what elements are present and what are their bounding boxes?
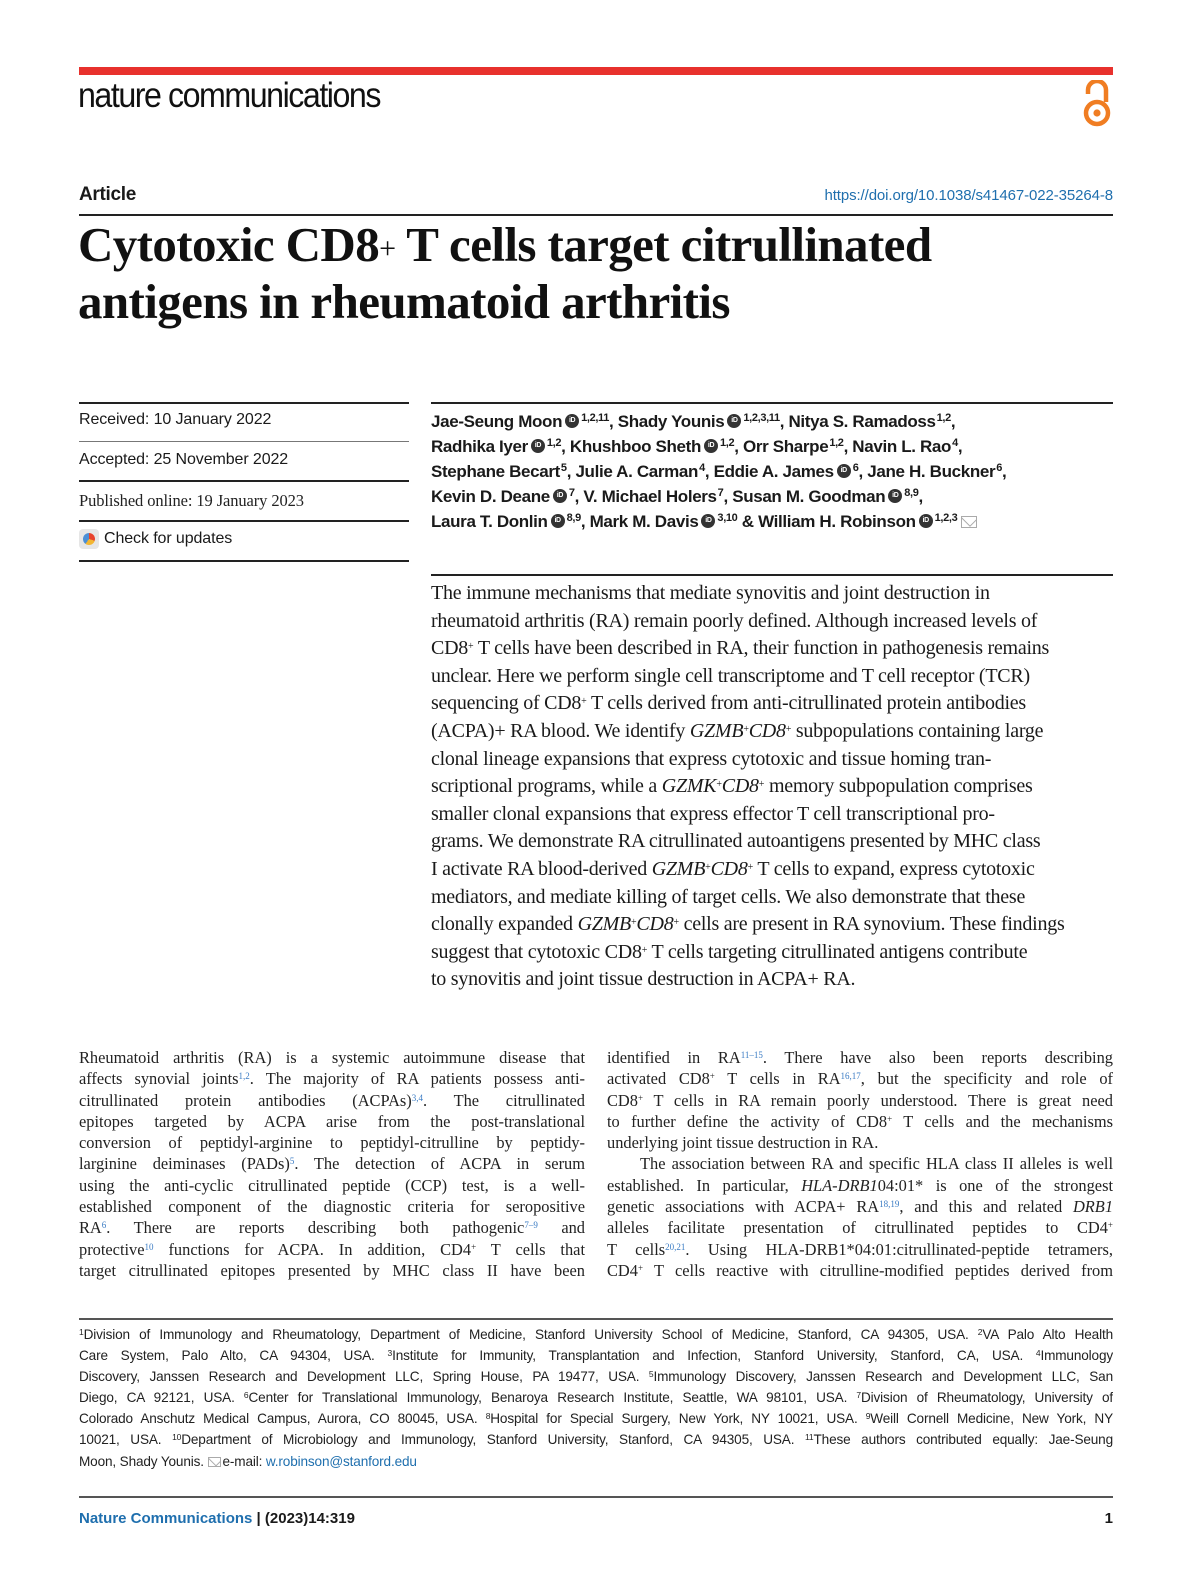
italic-text: CD8 [636, 913, 674, 936]
abstract-divider [431, 574, 1113, 576]
text-line [607, 1068, 1113, 1089]
footnote-divider [79, 1318, 1113, 1320]
text: underlying joint tissue destruction in RA. [607, 1133, 879, 1153]
citation-superscript: + [673, 917, 679, 929]
text: T cells and the mechanisms [892, 1111, 1113, 1131]
citation-superscript: 8,9 [566, 512, 581, 524]
text: , Mark M. Davis [580, 512, 699, 531]
text: Institute for Immunity, Transplantation and Infection, Stanford University, Stanford, CA, USA. [392, 1348, 1036, 1364]
text-line [79, 1068, 585, 1089]
text-line [431, 746, 1113, 774]
text: Stephane Becart [431, 462, 560, 481]
body-column-right [607, 1047, 1113, 1281]
footer-citation [79, 1510, 355, 1527]
text-line [79, 1132, 585, 1153]
italic-text: CD8 [710, 857, 748, 880]
text: Department of Microbiology and Immunology, Stanford University, Stanford, CA 94305, USA. [181, 1432, 805, 1448]
citation-superscript[interactable]: 7–9 [524, 1220, 538, 1231]
citation-superscript: 5 [648, 1369, 654, 1380]
footer-journal-link[interactable]: Nature Communications [79, 1510, 253, 1527]
title-line-2: antigens in rheumatoid arthritis [78, 274, 730, 329]
text: e-mail: [222, 1453, 266, 1469]
footer-divider [79, 1496, 1113, 1498]
text: & William H. Robinson [737, 512, 916, 531]
text-line [607, 1217, 1113, 1238]
citation-superscript: 4 [1035, 1348, 1041, 1359]
citation-superscript: 7 [568, 487, 575, 499]
text-line [79, 1408, 1113, 1429]
divider [79, 402, 409, 404]
text-line [79, 1153, 585, 1174]
text: suggest that cytotoxic CD8 [431, 940, 642, 963]
text: Hospital for Special Surgery, New York, NY 10021, USA. [490, 1411, 866, 1427]
text-line [431, 718, 1113, 746]
orcid-icon[interactable] [888, 489, 902, 503]
italic-text: GZMB [651, 857, 706, 880]
text: T cells to expand, express cytotoxic [753, 857, 1035, 880]
citation-superscript[interactable]: 16,17 [840, 1071, 861, 1082]
text: CD8 [431, 637, 469, 660]
text: CD4 [607, 1260, 638, 1280]
text: , Susan M. Goodman [723, 487, 886, 506]
author-line [431, 459, 1006, 484]
text-line [431, 690, 1113, 718]
text: VA Palo Alto Health [982, 1327, 1113, 1342]
text-line [607, 1090, 1113, 1111]
text: These authors contributed equally: Jae-Seung [813, 1432, 1113, 1448]
text: The association between RA and specific HLA class II alleles is well [640, 1154, 1113, 1174]
citation-superscript[interactable]: 6 [101, 1220, 107, 1231]
divider [79, 441, 409, 442]
citation-superscript: 8 [485, 1411, 491, 1422]
citation-superscript: + [631, 917, 637, 929]
citation-superscript: 7 [856, 1390, 861, 1401]
citation-superscript: 3,10 [717, 512, 738, 524]
text-line [431, 939, 1113, 967]
citation-superscript: 6 [852, 462, 859, 474]
citation-superscript: 2 [977, 1327, 983, 1337]
text: . The citrullinated [423, 1090, 585, 1110]
citation-superscript: + [468, 641, 474, 653]
text: Division of Rheumatology, University of [861, 1390, 1113, 1406]
orcid-icon[interactable] [551, 514, 565, 528]
text-line [607, 1153, 1113, 1174]
text: clonally expanded [431, 913, 578, 936]
italic-text: DRB1 [1072, 1197, 1113, 1217]
text: Weill Cornell Medicine, New York, NY [870, 1411, 1113, 1427]
citation-superscript: 6 [996, 462, 1003, 474]
text-line [79, 1429, 1113, 1450]
open-access-icon [1080, 80, 1114, 128]
citation-superscript[interactable]: 3,4 [411, 1092, 424, 1103]
text: . Using HLA-DRB1*04:01:citrullinated-peptide tetramers, [685, 1239, 1113, 1259]
text: , [1002, 462, 1007, 481]
body-column-left [79, 1047, 585, 1281]
article-title [78, 216, 931, 330]
superscript: + [887, 1113, 893, 1124]
text: scriptional programs, while a [431, 775, 662, 798]
divider [79, 560, 409, 562]
title-text: Cytotoxic CD8 [78, 217, 380, 272]
text: sequencing of CD8 [431, 692, 582, 715]
text: rheumatoid arthritis (RA) remain poorly defined. Although increased levels of [431, 609, 1038, 632]
journal-color-bar [79, 67, 1113, 75]
text: Discovery, Janssen Research and Development LLC, Spring House, PA 19477, USA. [79, 1369, 649, 1385]
author-line [431, 409, 1006, 434]
text-line [431, 773, 1113, 801]
citation-superscript[interactable]: 11–15 [740, 1050, 763, 1060]
text: epitopes targeted by ACPA arise from the post-translational [79, 1111, 585, 1131]
citation-superscript: + [581, 696, 587, 708]
text: . There have also been reports describing [762, 1048, 1113, 1067]
text: Rheumatoid arthritis (RA) is a systemic autoimmune disease that [79, 1048, 585, 1067]
text: T cells that [476, 1239, 585, 1259]
text: subpopulations containing large [791, 719, 1044, 742]
author-line [431, 509, 1006, 534]
text: , Navin L. Rao [843, 437, 952, 456]
text-line [431, 663, 1113, 691]
citation-superscript: 1,2 [546, 437, 562, 449]
text-line [431, 608, 1113, 636]
text-line [431, 801, 1113, 829]
text: , but the specificity and role of [860, 1069, 1113, 1089]
citation-superscript: 1,2 [720, 437, 735, 449]
text-line [79, 1451, 1113, 1472]
text: affects synovial joints [79, 1069, 239, 1089]
text: Kevin D. Deane [431, 487, 550, 506]
text: protective [79, 1239, 145, 1259]
text: , and this and related [899, 1197, 1073, 1217]
citation-superscript: 1,2,3,11 [743, 412, 780, 424]
text: citrullinated protein antibodies (ACPAs) [79, 1090, 412, 1110]
text: conversion of peptidyl-arginine to peptidyl-citrulline by peptidy- [79, 1133, 585, 1153]
text: established component of the diagnostic criteria for seropositive [79, 1197, 585, 1217]
text: activated CD8 [607, 1069, 710, 1089]
text-line [607, 1196, 1113, 1217]
text: . The detection of ACPA in serum [294, 1154, 585, 1174]
superscript: + [709, 1071, 715, 1082]
text: T cells have been described in RA, their function in pathogenesis remains [473, 637, 1050, 660]
citation-superscript: + [743, 723, 749, 735]
italic-text: GZMB [577, 913, 632, 936]
citation-superscript[interactable]: 20,21 [665, 1241, 686, 1252]
citation-superscript: + [716, 779, 722, 791]
text: Radhika Iyer [431, 437, 528, 456]
orcid-icon[interactable] [701, 514, 715, 528]
text-line [79, 1260, 585, 1281]
text: target citrullinated epitopes presented by MHC class II have been [79, 1260, 585, 1280]
text-line [79, 1387, 1113, 1408]
author-line [431, 484, 1006, 509]
text: Immunology Discovery, Janssen Research and Development LLC, San [653, 1369, 1113, 1385]
text: , V. Michael Holers [574, 487, 717, 506]
text-line [431, 828, 1113, 856]
citation-superscript: 1,2 [829, 437, 844, 449]
text-line [79, 1324, 1113, 1345]
title-superscript: + [379, 232, 396, 265]
citation-superscript: + [705, 861, 711, 873]
text: clonal lineage expansions that express cytotoxic and tissue homing tran- [431, 747, 992, 770]
citation-superscript[interactable]: 10 [144, 1241, 154, 1252]
text: , [918, 487, 923, 506]
orcid-icon[interactable] [919, 514, 933, 528]
superscript: + [1107, 1220, 1113, 1231]
text: Diego, CA 92121, USA. [79, 1390, 244, 1406]
text: T cells in RA remain poorly understood. There is great need [643, 1090, 1113, 1110]
text: , Eddie A. James [704, 462, 834, 481]
citation-superscript: 11 [804, 1432, 814, 1443]
text: , Julie A. Carman [566, 462, 699, 481]
text-line [607, 1047, 1113, 1068]
text: to synovitis and joint tissue destruction in ACPA+ RA. [431, 968, 856, 991]
citation-superscript: + [785, 723, 792, 735]
text: larginine deiminases (PADs) [79, 1154, 290, 1174]
text-line [607, 1260, 1113, 1281]
text: CD8 [607, 1090, 638, 1110]
text-line [79, 1345, 1113, 1366]
orcid-icon[interactable] [704, 439, 718, 453]
text: Colorado Anschutz Medical Campus, Aurora, CO 80045, USA. [79, 1411, 486, 1427]
citation-superscript: 1,2 [936, 412, 951, 424]
text-line [79, 1239, 585, 1260]
page-number: 1 [1104, 1510, 1113, 1527]
check-updates-icon [79, 529, 99, 549]
text: RA [79, 1218, 102, 1238]
text-line [79, 1047, 585, 1068]
italic-text: HLA-DRB1 [801, 1175, 878, 1195]
text: cells are present in RA synovium. These findings [678, 913, 1065, 936]
check-for-updates-link[interactable] [79, 529, 232, 549]
text: Moon, Shady Younis. [79, 1453, 208, 1469]
received-date: Received: 10 January 2022 [79, 411, 272, 428]
abstract [431, 580, 1113, 994]
text-line [431, 911, 1113, 939]
author-line [431, 434, 1006, 459]
text: , Jane H. Buckner [858, 462, 996, 481]
text-line [431, 580, 1113, 608]
text: 04:01* is one of the strongest [877, 1175, 1113, 1195]
text: Division of Immunology and Rheumatology, Department of Medicine, Stanford University School of Medicine, Stanford, CA 94305, USA. [83, 1327, 978, 1342]
doi-link[interactable]: https://doi.org/10.1038/s41467-022-35264-8 [824, 187, 1113, 204]
text: I activate RA blood-derived [431, 857, 652, 880]
citation-superscript: 6 [243, 1390, 249, 1401]
text: functions for ACPA. In addition, CD4 [153, 1239, 472, 1259]
text: Laura T. Donlin [431, 512, 548, 531]
text: , [950, 412, 956, 431]
email-link[interactable]: w.robinson@stanford.edu [265, 1453, 417, 1469]
orcid-icon[interactable] [837, 464, 851, 478]
text: T cells in RA [714, 1069, 841, 1089]
divider [79, 520, 409, 522]
text-line [607, 1239, 1113, 1260]
text: identified in RA [607, 1048, 741, 1067]
text: established. In particular, [607, 1175, 802, 1195]
text-line [431, 884, 1113, 912]
superscript: + [471, 1241, 477, 1252]
orcid-icon[interactable] [727, 414, 741, 428]
check-updates-label: Check for updates [104, 530, 233, 547]
published-date: Published online: 19 January 2023 [79, 491, 304, 510]
divider [79, 480, 409, 482]
journal-logo[interactable]: nature communications [78, 76, 380, 115]
text-line [607, 1132, 1113, 1153]
text: , Khushboo Sheth [561, 437, 701, 456]
orcid-icon[interactable] [553, 489, 567, 503]
text: genetic associations with ACPA+ RA [607, 1197, 880, 1217]
citation-superscript: 7 [717, 487, 724, 499]
orcid-icon[interactable] [531, 439, 545, 453]
citation-superscript: 4 [699, 462, 705, 474]
superscript: + [637, 1262, 644, 1273]
text: Center for Translational Immunology, Benaroya Research Institute, Seattle, WA 98101, USA. [248, 1390, 857, 1406]
text: , Orr Sharpe [734, 437, 829, 456]
text: Jae-Seung Moon [431, 412, 563, 431]
article-type: Article [79, 184, 137, 205]
text: mediators, and mediate killing of target cells. We also demonstrate that these [431, 885, 1026, 908]
text: 10021, USA. [79, 1432, 173, 1448]
text: . The majority of RA patients possess anti- [249, 1069, 585, 1089]
italic-text: GZMB [689, 719, 744, 742]
text: using the anti-cyclic citrullinated peptide (CCP) test, is a well- [79, 1175, 585, 1195]
citation-superscript: 5 [560, 462, 567, 474]
text-line [79, 1090, 585, 1111]
citation-superscript[interactable]: 18,19 [879, 1199, 900, 1210]
text-line [607, 1111, 1113, 1132]
citation-superscript: 10 [172, 1432, 182, 1443]
text-line [79, 1366, 1113, 1387]
title-text: T cells target citrullinated [395, 217, 932, 272]
text: unclear. Here we perform single cell transcriptome and T cell receptor (TCR) [431, 664, 1030, 687]
text-line [79, 1175, 585, 1196]
text-line [79, 1196, 585, 1217]
text: The immune mechanisms that mediate synovitis and joint destruction in [431, 582, 990, 604]
citation-superscript: + [747, 861, 753, 873]
citation-superscript: 1,2,3 [934, 512, 958, 524]
author-list [431, 409, 1006, 534]
italic-text: CD8 [748, 719, 786, 742]
email-icon [961, 516, 977, 528]
text: grams. We demonstrate RA citrullinated autoantigens presented by MHC class [431, 830, 1041, 853]
text: memory subpopulation comprises [764, 775, 1033, 798]
orcid-icon[interactable] [565, 414, 579, 428]
text: T cells reactive with citrulline-modified peptides derived from [643, 1260, 1113, 1280]
text: T cells derived from anti-citrullinated protein antibodies [586, 692, 1026, 715]
text: , Shady Younis [609, 412, 725, 431]
accepted-date: Accepted: 25 November 2022 [79, 451, 289, 468]
italic-text: GZMK [661, 775, 717, 798]
citation-superscript: 3 [387, 1348, 393, 1359]
text: , Nitya S. Ramadoss [779, 412, 936, 431]
citation-superscript: + [641, 944, 648, 956]
citation-superscript: 1 [79, 1327, 84, 1337]
text-line [79, 1111, 585, 1132]
citation-superscript: 9 [865, 1411, 871, 1422]
text: . There are reports describing both pathogenic [106, 1218, 525, 1238]
text: , [957, 437, 963, 456]
text: alleles facilitate presentation of citrullinated peptides to CD4 [607, 1218, 1108, 1238]
text: (ACPA)+ RA blood. We identify [431, 719, 690, 742]
text: to further define the activity of CD8 [607, 1111, 888, 1131]
italic-text: CD8 [721, 775, 759, 798]
text: Immunology [1040, 1348, 1113, 1364]
superscript: + [637, 1092, 644, 1103]
text: T cells targeting citrullinated antigens contribute [647, 940, 1028, 963]
citation-superscript: 8,9 [904, 487, 919, 499]
citation-superscript: + [758, 779, 765, 791]
citation-superscript: 1,2,11 [581, 412, 609, 424]
text-line [431, 856, 1113, 884]
text-line [431, 966, 1113, 994]
authors-divider [431, 402, 1113, 404]
citation-superscript[interactable]: 1,2 [238, 1071, 250, 1082]
email-icon [208, 1457, 221, 1467]
affiliations [79, 1324, 1113, 1472]
text-line [79, 1217, 585, 1238]
text: smaller clonal expansions that express effector T cell transcriptional pro- [431, 802, 995, 825]
text-line [607, 1175, 1113, 1196]
footer-volume: | (2023)14:319 [252, 1510, 355, 1527]
text: Care System, Palo Alto, CA 94304, USA. [79, 1348, 388, 1364]
citation-superscript[interactable]: 5 [289, 1156, 295, 1167]
text: and [537, 1218, 585, 1238]
text-line [431, 635, 1113, 663]
text: T cells [607, 1239, 666, 1259]
citation-superscript: 4 [952, 437, 958, 449]
